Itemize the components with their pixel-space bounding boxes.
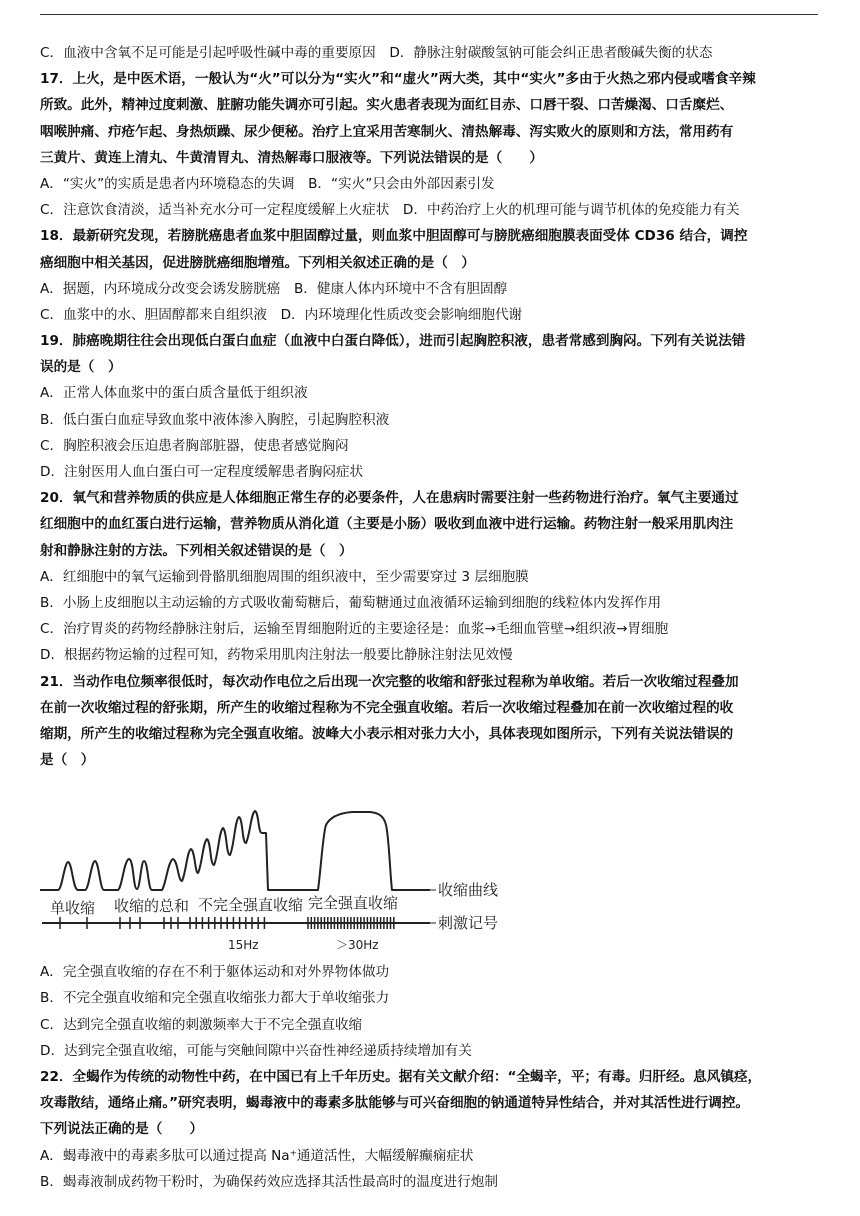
q20-stem-line: 红细胞中的血红蛋白进行运输，营养物质从消化道（主要是小肠）吸收到血液中进行运输。药物注射一般采用肌肉注 bbox=[40, 516, 734, 533]
label-incomplete-tetanus: 不完全强直收缩 bbox=[198, 896, 304, 915]
q19-stem-line: 19．肺癌晚期往往会出现低白蛋白血症（血液中白蛋白降低），进而引起胸腔积液，患者常感到胸闷。下列有关说法错 bbox=[40, 333, 746, 350]
q20-stem-line: 射和静脉注射的方法。下列相关叙述错误的是（ ） bbox=[40, 542, 353, 559]
muscle-contraction-figure bbox=[40, 773, 820, 959]
q20-option-b: B．小肠上皮细胞以主动运输的方式吸收葡萄糖后，葡萄糖通过血液循环运输到细胞的线粒体内发挥作用 bbox=[40, 594, 662, 611]
q20-option-d: D．根据药物运输的过程可知，药物采用肌肉注射法一般要比静脉注射法见效慢 bbox=[40, 647, 513, 664]
contraction-diagram bbox=[40, 773, 820, 959]
q21-option-b: B．不完全强直收缩和完全强直收缩张力都大于单收缩张力 bbox=[40, 990, 390, 1007]
label-contraction-curve: 收缩曲线 bbox=[438, 881, 499, 900]
q22-stem-line: 22．全蝎作为传统的动物性中药，在中国已有上千年历史。据有关文献介绍：“全蝎辛，平；有毒。归肝经。息风镇痉， bbox=[40, 1069, 762, 1085]
q21-stem-line: 是（ ） bbox=[40, 752, 95, 769]
exam-page bbox=[40, 40, 820, 1195]
label-single-contraction: 单收缩 bbox=[50, 899, 96, 918]
q17-stem-line: 咽喉肿痛、疖疮乍起、身热烦躁、尿少便秘。治疗上宜采用苦寒制火、清热解毒、泻实败火的原则和方法，常用药有 bbox=[40, 123, 734, 140]
q21-option-c: C．达到完全强直收缩的刺激频率大于不完全强直收缩 bbox=[40, 1016, 363, 1033]
freq-complete-label: ＞30Hz bbox=[336, 938, 379, 953]
label-complete-tetanus: 完全强直收缩 bbox=[308, 894, 399, 913]
contraction-curve bbox=[40, 811, 430, 890]
top-rule bbox=[40, 14, 818, 15]
q18-stem-line: 18．最新研究发现，若膀胱癌患者血浆中胆固醇过量，则血浆中胆固醇可与膀胱癌细胞膜表面受体 CD36 结合，调控 bbox=[40, 228, 748, 245]
q16-options-cd: C．血液中含氧不足可能是引起呼吸性碱中毒的重要原因 D．静脉注射碳酸氢钠可能会纠正患者酸碱失衡的状态 bbox=[40, 45, 713, 61]
label-stimulus-marks: 刺激记号 bbox=[438, 914, 499, 933]
q19-option-d: D．注射医用人血白蛋白可一定程度缓解患者胸闷症状 bbox=[40, 464, 364, 480]
q20-option-c: C．治疗胃炎的药物经静脉注射后，运输至胃细胞附近的主要途径是：血浆→毛细血管壁→组织液→胃细胞 bbox=[40, 621, 669, 638]
q17-stem-line: 三黄片、黄连上清丸、牛黄清胃丸、清热解毒口服液等。下列说法错误的是（ ） bbox=[40, 149, 543, 166]
q21-stem-line: 缩期，所产生的收缩过程称为完全强直收缩。波峰大小表示相对张力大小，具体表现如图所示，下列有关说法错误的 bbox=[40, 725, 734, 742]
q21-option-d: D．达到完全强直收缩，可能与突触间隙中兴奋性神经递质持续增加有关 bbox=[40, 1042, 472, 1059]
q18-options-cd: C．血浆中的水、胆固醇都来自组织液 D．内环境理化性质改变会影响细胞代谢 bbox=[40, 306, 523, 323]
q18-options-ab: A．据题，内环境成分改变会诱发膀胱癌 B．健康人体内环境中不含有胆固醇 bbox=[40, 280, 508, 297]
q19-option-c: C．胸腔积液会压迫患者胸部脏器，使患者感觉胸闷 bbox=[40, 437, 349, 454]
label-summation: 收缩的总和 bbox=[114, 897, 190, 916]
q22-option-b: B．蝎毒液制成药物干粉时，为确保药效应选择其活性最高时的温度进行炮制 bbox=[40, 1173, 498, 1190]
q20-option-a: A．红细胞中的氧气运输到骨骼肌细胞周围的组织液中，至少需要穿过 3 层细胞膜 bbox=[40, 568, 529, 585]
q22-stem-line: 下列说法正确的是（ ） bbox=[40, 1121, 204, 1138]
q22-stem-line: 攻毒散结，通络止痛。”研究表明，蝎毒液中的毒素多肽能够与可兴奋细胞的钠通道特异性结合，并对其活性进行调控。 bbox=[40, 1095, 750, 1112]
q21-stem-line: 21．当动作电位频率很低时，每次动作电位之后出现一次完整的收缩和舒张过程称为单收缩。若后一次收缩过程叠加 bbox=[40, 673, 739, 690]
q21-stem-line: 在前一次收缩过程的舒张期，所产生的收缩过程称为不完全强直收缩。若后一次收缩过程叠加在前一次收缩过程的收 bbox=[40, 699, 734, 716]
q22-option-a: A．蝎毒液中的毒素多肽可以通过提高 Na⁺通道活性，大幅缓解癫痫症状 bbox=[40, 1147, 474, 1164]
q19-option-a: A．正常人体血浆中的蛋白质含量低于组织液 bbox=[40, 385, 308, 402]
q18-stem-line: 癌细胞中相关基因，促进膀胱癌细胞增殖。下列相关叙述正确的是（ ） bbox=[40, 254, 475, 271]
q20-stem-line: 20．氧气和营养物质的供应是人体细胞正常生存的必要条件，人在患病时需要注射一些药物进行治疗。氧气主要通过 bbox=[40, 490, 739, 507]
q17-options-cd: C．注意饮食清淡，适当补充水分可一定程度缓解上火症状 D．中药治疗上火的机理可能与调节机体的免疫能力有关 bbox=[40, 202, 740, 219]
q19-option-b: B．低白蛋白血症导致血浆中液体渗入胸腔，引起胸腔积液 bbox=[40, 411, 390, 428]
q17-stem-line: 所致。此外，精神过度刺激、脏腑功能失调亦可引起。实火患者表现为面红目赤、口唇干裂、口苦燥渴、口舌糜烂、 bbox=[40, 97, 734, 114]
q17-stem-line: 17．上火，是中医术语，一般认为“火”可以分为“实火”和“虚火”两大类，其中“实火”多由于火热之邪内侵或嗜食辛辣 bbox=[40, 71, 756, 88]
q21-option-a: A．完全强直收缩的存在不利于躯体运动和对外界物体做功 bbox=[40, 964, 390, 981]
freq-incomplete-label: 15Hz bbox=[228, 938, 259, 953]
q17-options-ab: A．“实火”的实质是患者内环境稳态的失调 B．“实火”只会由外部因素引发 bbox=[40, 175, 495, 192]
q19-stem-line: 误的是（ ） bbox=[40, 359, 122, 376]
